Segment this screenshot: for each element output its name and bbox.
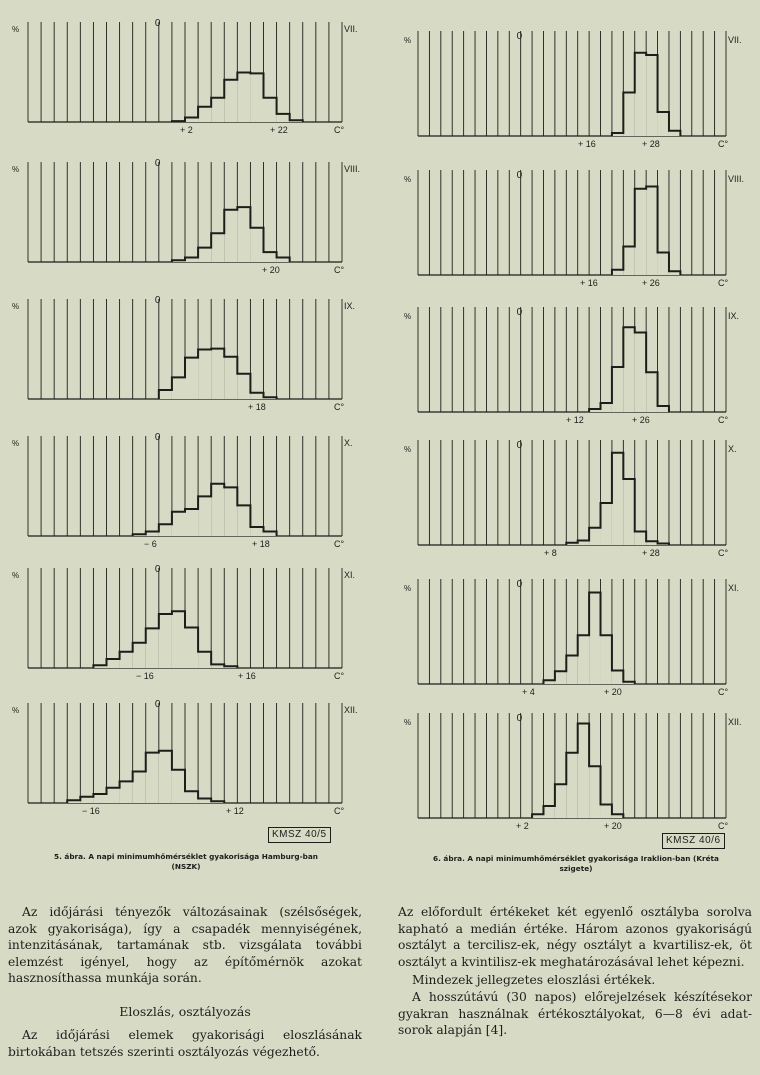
histogram-bar <box>635 189 646 275</box>
y-unit-label: % <box>12 25 20 34</box>
figure5-caption <box>8 852 364 871</box>
figure5-caption-line1: 5. ábra. A napi minimumhőmérséklet gyakorisága Hamburg-ban <box>54 852 318 861</box>
y-unit-label: % <box>404 175 412 184</box>
left-paragraph-2 <box>8 1027 362 1060</box>
histogram-bar <box>185 791 198 803</box>
tick-label: + 26 <box>642 278 660 288</box>
tick-label: + 20 <box>262 265 280 275</box>
histogram-bar <box>133 643 146 668</box>
histogram-bar <box>211 233 224 262</box>
histogram-bar <box>623 247 634 276</box>
x-unit-label: C° <box>718 687 729 697</box>
x-unit-label: C° <box>718 278 729 288</box>
x-unit-label: C° <box>718 821 729 831</box>
x-unit-label: C° <box>718 139 729 149</box>
tick-label: + 28 <box>642 139 660 149</box>
month-label: XI. <box>344 570 356 580</box>
x-unit-label: C° <box>718 415 729 425</box>
zero-label: 0 <box>154 699 161 710</box>
y-unit-label: % <box>404 718 412 727</box>
x-unit-label: C° <box>334 539 345 549</box>
y-unit-label: % <box>404 584 412 593</box>
y-unit-label: % <box>404 36 412 45</box>
histogram-bar <box>172 770 185 803</box>
histogram-bar <box>185 358 198 399</box>
histogram-bar <box>211 484 224 536</box>
tick-label: + 16 <box>580 278 598 288</box>
histogram-bar <box>555 784 566 818</box>
histogram-bar <box>612 367 623 412</box>
tick-label: + 16 <box>578 139 596 149</box>
left-paragraph-1 <box>8 904 362 987</box>
histogram-bar <box>93 794 106 803</box>
tick-label: + 4 <box>522 687 535 697</box>
histogram-bar <box>646 55 657 136</box>
histogram-bar <box>601 403 612 412</box>
histogram-bar <box>566 656 577 685</box>
histogram-bar <box>635 532 646 546</box>
left-paragraph-1-text: Az időjárási tényezők változásainak (szélsőségek, azok gyakorisága), így a csapadék mennyiségének, intenzitásának, tartamának stb. vizsgálata további elemzést igényel, hogy az építőmérnök azokat hasznosíthassa munkája során. <box>8 905 362 986</box>
histogram-bar <box>120 652 133 668</box>
zero-label: 0 <box>516 31 523 42</box>
zero-label: 0 <box>516 579 523 590</box>
histogram-bar <box>635 333 646 413</box>
y-unit-label: % <box>12 439 20 448</box>
histogram-bar <box>198 652 211 668</box>
figure6-caption-line1: 6. ábra. A napi minimumhőmérséklet gyakorisága Iraklion-ban (Kréta <box>433 854 719 863</box>
zero-label: 0 <box>154 158 161 169</box>
zero-label: 0 <box>516 440 523 451</box>
histogram-bar <box>623 93 634 137</box>
histogram-bar <box>589 593 600 685</box>
histogram-bar <box>612 453 623 545</box>
histogram-bar <box>250 73 263 122</box>
tick-label: − 16 <box>82 806 100 816</box>
histogram-bar <box>159 614 172 668</box>
histogram-bar <box>159 751 172 803</box>
histogram-bar <box>623 479 634 545</box>
histogram-bar <box>578 724 589 819</box>
histogram-bar <box>264 98 277 122</box>
histogram-bar <box>589 528 600 545</box>
tick-label: + 12 <box>566 415 584 425</box>
figure6-caption-line2: szigete) <box>559 863 593 873</box>
histogram-bar <box>658 112 669 136</box>
left-paragraph-2-text: Az időjárási elemek gyakorisági eloszlásának birtokában tetszés szerinti osztályozás végezhető. <box>8 1028 362 1059</box>
tick-label: + 12 <box>226 806 244 816</box>
tick-label: − 6 <box>144 539 157 549</box>
month-label: VII. <box>344 24 358 34</box>
histogram-bar <box>198 350 211 400</box>
histogram-bar <box>172 611 185 668</box>
histogram-bar <box>146 753 159 803</box>
tick-label: + 28 <box>642 548 660 558</box>
histogram-bar <box>107 788 120 803</box>
tick-label: + 18 <box>248 402 266 412</box>
histogram-bar <box>133 772 146 804</box>
histogram-bar <box>211 98 224 122</box>
right-paragraph-3: A hosszútávú (30 napos) előrejelzések készítésekor gyakran használnak értékosztályokat, 6—8 évi adat-sorok alapján [4]. <box>398 989 752 1038</box>
tick-label: + 16 <box>238 671 256 681</box>
histogram-bar <box>237 505 250 536</box>
x-unit-label: C° <box>334 265 345 275</box>
zero-label: 0 <box>516 170 523 181</box>
histogram-bar <box>277 114 290 122</box>
month-label: X. <box>344 438 353 448</box>
month-label: VIII. <box>728 174 745 184</box>
right-paragraph-1: Az előfordult értékeket két egyenlő osztályba sorolva kapható a medián értéke. Három azonos gyakoriságú osztályt a tercilisz-ek, négy osztályt a kvartilisz-ek, öt osztályt a kvintilisz-ek meghatározásával lehet képezni. <box>398 905 752 969</box>
y-unit-label: % <box>12 165 20 174</box>
tick-label: + 8 <box>544 548 557 558</box>
x-unit-label: C° <box>334 402 345 412</box>
tick-label: + 20 <box>604 821 622 831</box>
zero-label: 0 <box>154 295 161 306</box>
tick-label: − 16 <box>136 671 154 681</box>
histogram-bar <box>224 80 237 122</box>
zero-label: 0 <box>516 307 523 318</box>
histogram-bar <box>159 524 172 536</box>
figure5-tag: KMSZ 40/5 <box>268 827 331 843</box>
zero-label: 0 <box>516 713 523 724</box>
figure6-tag: KMSZ 40/6 <box>662 833 725 849</box>
histogram-bar <box>172 512 185 536</box>
figure5-caption-line2: (NSZK) <box>171 861 201 871</box>
histogram-bar <box>107 659 120 668</box>
histogram-bar <box>578 635 589 684</box>
tick-label: + 2 <box>516 821 529 831</box>
zero-label: 0 <box>154 18 161 29</box>
tick-label: + 2 <box>180 125 193 135</box>
month-label: XII. <box>728 717 742 727</box>
histogram-bar <box>146 628 159 668</box>
x-unit-label: C° <box>334 125 345 135</box>
histogram-bar <box>601 805 612 819</box>
tick-label: + 18 <box>252 539 270 549</box>
tick-label: + 20 <box>604 687 622 697</box>
histogram-bar <box>623 327 634 412</box>
histogram-bar <box>237 374 250 399</box>
histogram-bar <box>120 781 133 803</box>
histogram-bar <box>555 671 566 684</box>
zero-label: 0 <box>154 432 161 443</box>
histogram-bar <box>250 527 263 536</box>
histogram-bar <box>612 671 623 685</box>
figure6-caption <box>396 854 756 873</box>
histogram-bar <box>237 73 250 123</box>
y-unit-label: % <box>12 302 20 311</box>
histogram-bar <box>658 253 669 276</box>
histogram-bar <box>589 766 600 818</box>
tick-label: + 26 <box>632 415 650 425</box>
month-label: VIII. <box>344 164 361 174</box>
histogram-bar <box>224 487 237 536</box>
month-label: VII. <box>728 35 742 45</box>
x-unit-label: C° <box>334 671 345 681</box>
histogram-bar <box>635 53 646 136</box>
histogram-bar <box>211 349 224 399</box>
histogram-bar <box>250 228 263 262</box>
histogram-bar <box>172 377 185 399</box>
histogram-bar <box>185 628 198 669</box>
histogram-bar <box>646 187 657 276</box>
right-column-text <box>398 904 752 1039</box>
y-unit-label: % <box>12 706 20 715</box>
month-label: X. <box>728 444 737 454</box>
zero-label: 0 <box>154 564 161 575</box>
x-unit-label: C° <box>334 806 345 816</box>
histogram-bar <box>198 248 211 262</box>
right-paragraph-2: Mindezek jellegzetes eloszlási értékek. <box>412 973 656 988</box>
x-unit-label: C° <box>718 548 729 558</box>
histogram-bar <box>224 357 237 399</box>
y-unit-label: % <box>404 445 412 454</box>
y-unit-label: % <box>404 312 412 321</box>
histogram-bar <box>224 210 237 262</box>
month-label: IX. <box>728 311 740 321</box>
histogram-bar <box>185 509 198 536</box>
histogram-bar <box>601 503 612 545</box>
histogram-bar <box>198 496 211 536</box>
tick-label: + 22 <box>270 125 288 135</box>
month-label: IX. <box>344 301 356 311</box>
histogram-bar <box>543 806 554 818</box>
section-heading: Eloszlás, osztályozás <box>119 1004 251 1019</box>
month-label: XII. <box>344 705 358 715</box>
histogram-bar <box>264 252 277 262</box>
month-label: XI. <box>728 583 740 593</box>
histogram-bar <box>646 372 657 412</box>
histogram-bar <box>566 753 577 818</box>
histogram-bar <box>198 107 211 122</box>
y-unit-label: % <box>12 571 20 580</box>
histogram-bar <box>237 207 250 262</box>
histogram-bar <box>601 635 612 684</box>
histogram-bar <box>159 390 172 399</box>
